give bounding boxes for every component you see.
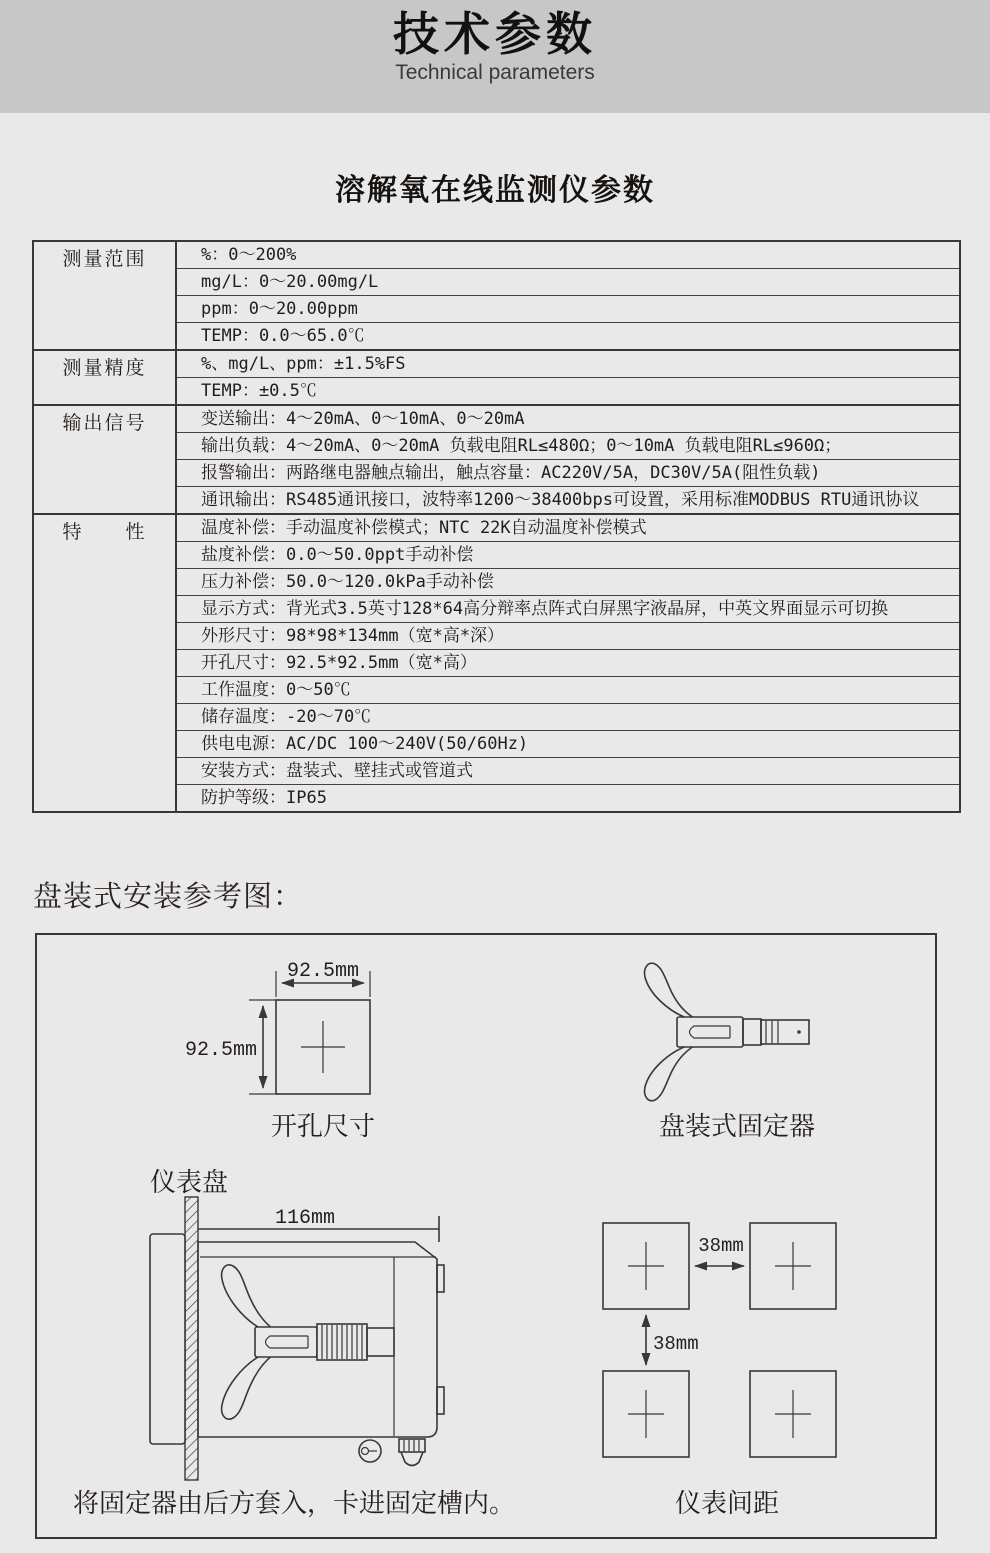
table-row: 显示方式：背光式3.5英寸128*64高分辩率点阵式白屏黑字液晶屏，中英文界面显示可切换 (177, 595, 959, 622)
table-group-accuracy (34, 349, 959, 404)
table-group-measure-range (34, 242, 959, 349)
table-row: ppm：0～20.00ppm (177, 295, 959, 322)
table-row: mg/L：0～20.00mg/L (177, 268, 959, 295)
gland-ridges (404, 1440, 419, 1451)
table-row: 储存温度：-20～70℃ (177, 703, 959, 730)
install-diagram (37, 935, 935, 1537)
fixer-clevis (677, 1017, 743, 1047)
page-subtitle: Technical parameters (395, 60, 595, 84)
panel-side-view-drawing (73, 1167, 515, 1518)
table-row: %：0～200% (201, 245, 297, 265)
table-row: 变送输出：4～20mA、0～10mA、0～20mA (201, 409, 525, 429)
insert-caption: 将固定器由后方套入，卡进固定槽内。 (72, 1488, 516, 1518)
depth-label: 116mm (274, 1207, 336, 1230)
spec-table (32, 240, 961, 813)
cutout-height-label: 92.5mm (184, 1039, 257, 1062)
table-row: 供电电源：AC/DC 100～240V(50/60Hz) (177, 730, 959, 757)
section-title: 溶解氧在线监测仪参数 (335, 174, 655, 207)
header-band (0, 0, 990, 113)
handle-arm-top (222, 1265, 273, 1331)
cable-gland-flange (399, 1439, 425, 1452)
table-row: 报警输出：两路继电器触点输出，触点容量：AC220V/5A，DC30V/5A(阻性负载) (177, 459, 959, 486)
table-row: 外形尺寸：98*98*134mm（宽*高*深） (177, 622, 959, 649)
group-label: 特 性 (34, 515, 177, 811)
fixer-shaft-end (761, 1020, 809, 1044)
fixer-caption: 盘装式固定器 (658, 1111, 816, 1141)
handle-arm-bottom (222, 1353, 273, 1419)
page-title: 技术参数 (393, 8, 597, 60)
table-row: 盐度补偿：0.0～50.0ppt手动补偿 (177, 541, 959, 568)
table-row: 温度补偿：手动温度补偿模式；NTC 22K自动温度补偿模式 (201, 518, 647, 538)
cable-gland-cap (401, 1452, 423, 1466)
panel-hatch-bar (185, 1197, 198, 1480)
table-row: 工作温度：0～50℃ (177, 676, 959, 703)
instrument-spacing-drawing (603, 1223, 836, 1518)
group-label: 输出信号 (34, 406, 177, 513)
center-cross-icon (301, 1021, 345, 1073)
table-row: 安装方式：盘装式、壁挂式或管道式 (177, 757, 959, 784)
table-row: 输出负载：4～20mA、0～20mA 负载电阻RL≤480Ω；0～10mA 负载电阻RL≤960Ω； (177, 432, 959, 459)
body-tab-top (437, 1265, 444, 1292)
install-heading: 盘装式安装参考图： (33, 881, 304, 913)
h-spacing-label: 38mm (698, 1235, 744, 1257)
spacing-caption: 仪表间距 (674, 1488, 780, 1518)
fixer-pin (797, 1030, 801, 1034)
cutout-dimension-drawing (185, 960, 375, 1141)
fixer-arm-bottom (645, 1045, 694, 1101)
panel-label: 仪表盘 (150, 1167, 229, 1197)
group-label: 测量精度 (34, 351, 177, 404)
table-row: TEMP：0.0～65.0℃ (177, 322, 959, 349)
panel-mount-fixer-drawing (645, 963, 815, 1141)
table-row: 防护等级：IP65 (177, 784, 959, 811)
instrument-bezel (150, 1234, 185, 1444)
shaft-end (367, 1328, 394, 1356)
table-group-output-signal (34, 404, 959, 513)
table-row: 压力补偿：50.0～120.0kPa手动补偿 (177, 568, 959, 595)
install-diagram-box (35, 933, 937, 1539)
fixer-collar (743, 1019, 761, 1045)
cutout-caption: 开孔尺寸 (270, 1111, 376, 1141)
group-label: 测量范围 (34, 242, 177, 349)
body-tab-bottom (437, 1387, 444, 1414)
table-row: 开孔尺寸：92.5*92.5mm（宽*高） (177, 649, 959, 676)
table-row: %、mg/L、ppm：±1.5%FS (201, 354, 406, 374)
v-spacing-label: 38mm (653, 1333, 699, 1355)
fixer-ridges (766, 1021, 778, 1043)
table-row: 通讯输出：RS485通讯接口，波特率1200～38400bps可设置，采用标准MODBUS RTU通讯协议 (177, 486, 959, 513)
table-group-features (34, 513, 959, 811)
table-row: TEMP：±0.5℃ (177, 377, 959, 404)
fixer-arm-top (645, 963, 694, 1019)
cutout-width-label: 92.5mm (286, 960, 360, 983)
